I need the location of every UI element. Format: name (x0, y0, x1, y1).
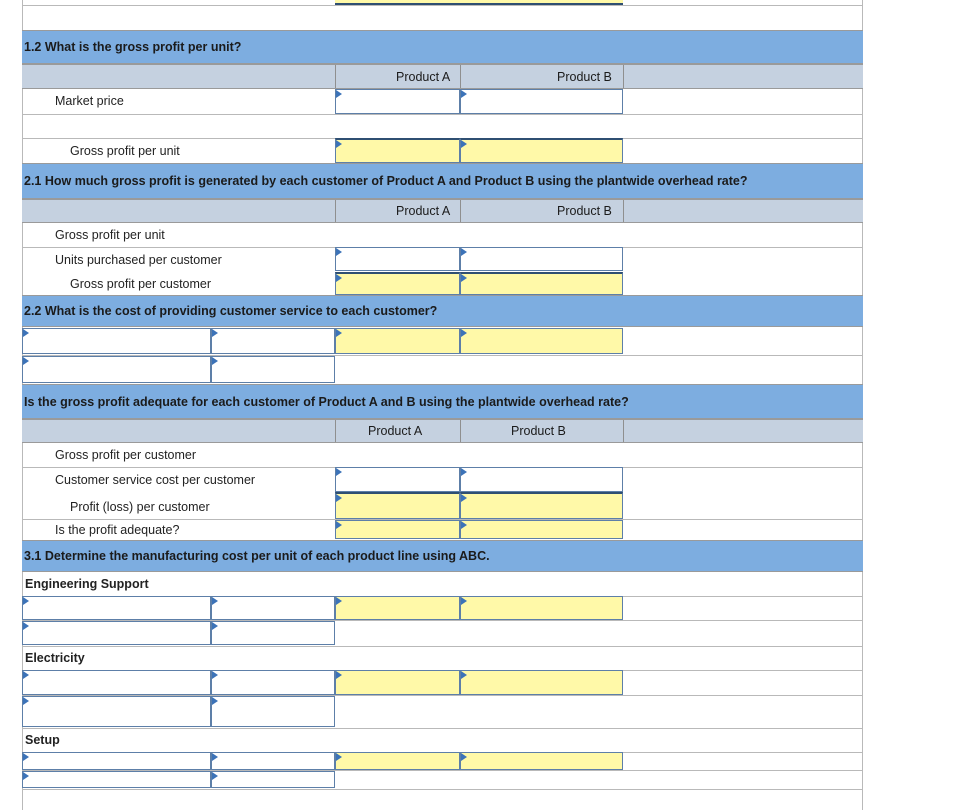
section-2-1-header (22, 163, 863, 199)
market-price-label: Market price (55, 94, 124, 108)
column-header-product-b: Product B (557, 204, 612, 218)
engineering-label-input-2[interactable] (22, 621, 211, 645)
column-header-product-a: Product A (368, 424, 423, 438)
units-purchased-label: Units purchased per customer (55, 253, 222, 267)
service-cost-label-input-1[interactable] (22, 328, 211, 354)
setup-label-input-2[interactable] (22, 771, 211, 788)
profit-adequate-a-select[interactable] (335, 520, 460, 539)
gross-profit-customer-label: Gross profit per customer (70, 277, 212, 291)
gross-profit-customer-b-input[interactable] (460, 272, 623, 295)
electricity-a-input[interactable] (335, 670, 460, 695)
profit-adequate-b-select[interactable] (460, 520, 623, 539)
row-divider (22, 5, 863, 6)
column-header-product-b: Product B (557, 69, 612, 84)
service-cost-a-input[interactable] (335, 328, 460, 354)
engineering-b-input[interactable] (460, 596, 623, 620)
row-divider (22, 728, 863, 729)
setup-b-input[interactable] (460, 752, 623, 770)
section-3-1-title: 3.1 Determine the manufacturing cost per unit of each product line using ABC. (24, 549, 490, 563)
setup-label: Setup (25, 733, 60, 747)
section-2-2-header (22, 295, 863, 327)
electricity-label-input-2[interactable] (22, 696, 211, 727)
profit-loss-label: Profit (loss) per customer (70, 500, 210, 514)
electricity-driver-input-1[interactable] (211, 670, 335, 695)
service-cost-label-input-2[interactable] (22, 356, 211, 383)
units-purchased-a-input[interactable] (335, 247, 460, 271)
electricity-label-input-1[interactable] (22, 670, 211, 695)
gross-profit-unit-label: Gross profit per unit (70, 144, 180, 158)
engineering-driver-input-1[interactable] (211, 596, 335, 620)
service-cost-per-customer-label: Customer service cost per customer (55, 473, 256, 487)
engineering-a-input[interactable] (335, 596, 460, 620)
market-price-b-input[interactable] (460, 89, 623, 114)
engineering-support-label: Engineering Support (25, 577, 149, 591)
row-divider (22, 646, 863, 647)
gross-profit-unit-a-input[interactable] (335, 138, 460, 163)
setup-driver-input-1[interactable] (211, 752, 335, 770)
gross-profit-unit-b-input[interactable] (460, 138, 623, 163)
section-2-1-title: 2.1 How much gross profit is generated by each customer of Product A and Product B using the plantwide overhead rate? (24, 174, 748, 188)
engineering-label-input-1[interactable] (22, 596, 211, 620)
section-1-2-title: 1.2 What is the gross profit per unit? (24, 40, 242, 54)
setup-label-input-1[interactable] (22, 752, 211, 770)
service-cost-driver-input-1[interactable] (211, 328, 335, 354)
service-cost-driver-input-2[interactable] (211, 356, 335, 383)
row-divider (22, 789, 863, 790)
setup-a-input[interactable] (335, 752, 460, 770)
section-adequacy-title: Is the gross profit adequate for each customer of Product A and B using the plantwide overhead rate? (24, 394, 629, 409)
section-1-2-header (22, 30, 863, 64)
electricity-driver-input-2[interactable] (211, 696, 335, 727)
section-2-2-title: 2.2 What is the cost of providing customer service to each customer? (24, 304, 438, 318)
row-divider (22, 114, 863, 115)
profit-loss-b-input[interactable] (460, 492, 623, 519)
gross-profit-customer-a-input[interactable] (335, 272, 460, 295)
profit-adequate-label: Is the profit adequate? (55, 523, 180, 537)
column-header-product-a: Product A (396, 204, 451, 218)
setup-driver-input-2[interactable] (211, 771, 335, 788)
gross-profit-unit-label: Gross profit per unit (55, 228, 165, 242)
service-cost-customer-b-input[interactable] (460, 467, 623, 492)
column-header-product-a: Product A (396, 69, 451, 84)
section-3-1-header (22, 540, 863, 572)
worksheet (22, 0, 863, 810)
electricity-label: Electricity (25, 651, 85, 665)
market-price-a-input[interactable] (335, 89, 460, 114)
gross-profit-customer-label: Gross profit per customer (55, 448, 197, 462)
section-adequacy-column-header (22, 419, 863, 443)
service-cost-customer-a-input[interactable] (335, 467, 460, 492)
electricity-b-input[interactable] (460, 670, 623, 695)
section-1-2-column-header (22, 64, 863, 89)
service-cost-b-input[interactable] (460, 328, 623, 354)
section-adequacy-header (22, 384, 863, 419)
section-2-1-column-header (22, 199, 863, 223)
engineering-driver-input-2[interactable] (211, 621, 335, 645)
units-purchased-b-input[interactable] (460, 247, 623, 271)
column-header-product-b: Product B (511, 424, 566, 438)
profit-loss-a-input[interactable] (335, 492, 460, 519)
